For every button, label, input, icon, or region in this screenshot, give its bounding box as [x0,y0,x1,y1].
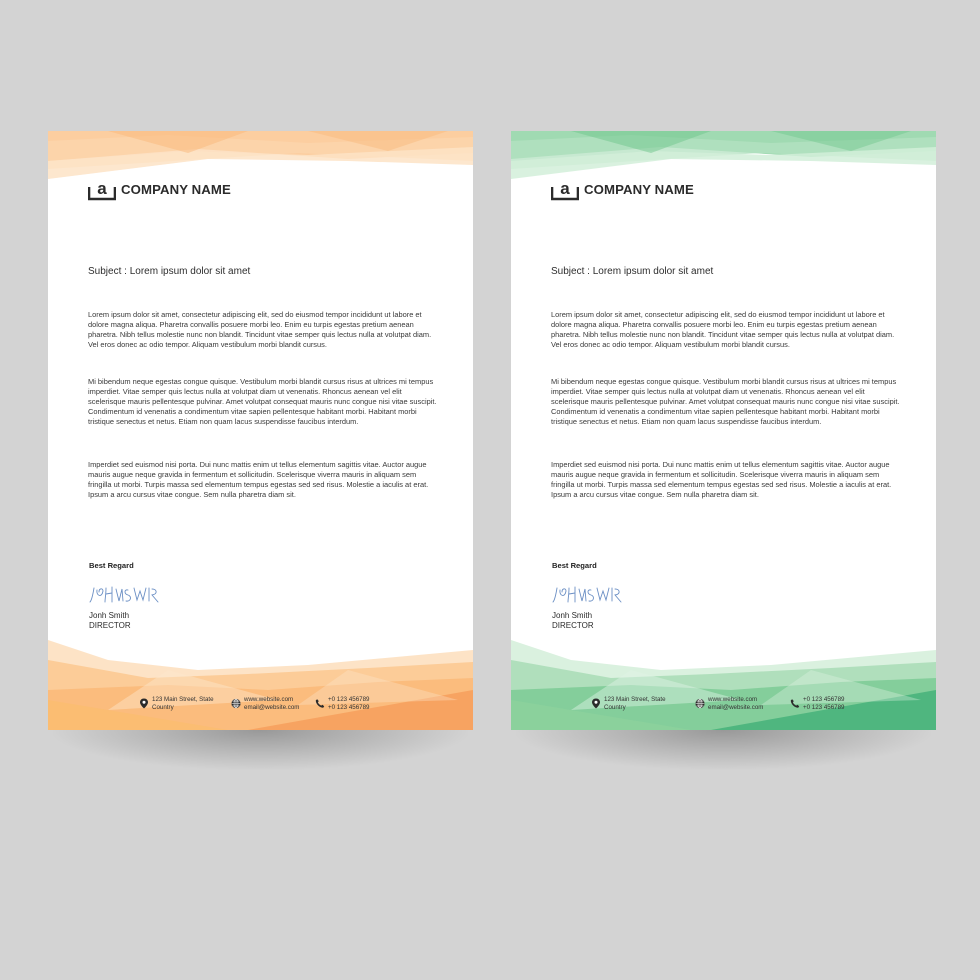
phone-number: +0 123 456789 [803,696,845,703]
letter-subject: Subject : Lorem ipsum dolor sit amet [551,266,714,277]
signer-title: DIRECTOR [552,621,594,630]
body-paragraph: Lorem ipsum dolor sit amet, consectetur adipiscing elit, sed do eiusmod tempor incididunt ut labore et dolore magna aliqua. Pharetra convallis posuere morbi leo. Enim eu turpis egestas pretium aenean pharetra. Nibh tellus molestie nunc non blandit. Tincidunt vitae semper quis lectus nulla at volutpat diam. Vel eros donec ac odio tempor. Aliquam vestibulum morbi blandit cursus. [88,310,432,350]
letter-a-logo-icon [88,177,116,201]
company-logo [551,177,694,201]
closing-text: Best Regard [552,561,597,570]
handwritten-signature [88,582,160,608]
company-name: COMPANY NAME [584,181,694,197]
phone-icon [790,698,800,709]
company-name: COMPANY NAME [121,181,231,197]
body-paragraph: Lorem ipsum dolor sit amet, consectetur adipiscing elit, sed do eiusmod tempor incididunt ut labore et dolore magna aliqua. Pharetra convallis posuere morbi leo. Enim eu turpis egestas pretium aenean pharetra. Nibh tellus molestie nunc non blandit. Tincidunt vitae semper quis lectus nulla at volutpat diam. Vel eros donec ac odio tempor. Aliquam vestibulum morbi blandit cursus. [551,310,895,350]
footer-web [695,696,763,711]
address-line-2: Country [152,703,174,711]
page-shadow [516,730,931,770]
body-paragraph: Mi bibendum neque egestas congue quisque. Vestibulum morbi blandit cursus risus at ultrices mi tempus imperdiet. Vitae semper quis lectus nulla at volutpat diam ut venenatis. Rhoncus aenean vel elit scelerisque mauris pellentesque pulvinar. Amet volutpat consequat mauris nunc congue nisi vitae suscipit. Condimentum id venenatis a condimentum vitae sapien pellentesque habitant morbi. Habitant morbi tristique senectus et netus. Etiam non quam lacus suspendisse faucibus interdum. [88,377,437,427]
location-pin-icon [139,698,149,709]
page-shadow [53,730,468,770]
letterhead-orange [48,131,473,730]
footer-address [591,696,666,711]
bottom-wave-decoration [48,640,473,730]
letter-subject: Subject : Lorem ipsum dolor sit amet [88,266,251,277]
phone-number: +0 123 456789 [328,696,370,703]
footer-address [139,696,214,711]
body-paragraph: Imperdiet sed euismod nisi porta. Dui nunc mattis enim ut tellus elementum sagittis vitae. Auctor augue mauris augue neque gravida in fermentum et sollicitudin. Scelerisque viverra mauris in aliquam sem fringilla ut morbi. Turpis massa sed elementum tempus egestas sed sed risus. Molestie a iaculis at erat. Ipsum a arcu cursus vitae congue. Sem nulla pharetra diam sit. [551,460,892,500]
footer-phone [790,696,844,711]
email-link[interactable]: email@website.com [244,703,300,711]
footer-web [231,696,299,711]
body-paragraph: Imperdiet sed euismod nisi porta. Dui nunc mattis enim ut tellus elementum sagittis vitae. Auctor augue mauris augue neque gravida in fermentum et sollicitudin. Scelerisque viverra mauris in aliquam sem fringilla ut morbi. Turpis massa sed elementum tempus egestas sed sed risus. Molestie a iaculis at erat. Ipsum a arcu cursus vitae congue. Sem nulla pharetra diam sit. [88,460,429,500]
company-logo [88,177,231,201]
phone-number: +0 123 456789 [803,703,845,711]
address-line-1: 123 Main Street, State [152,696,214,703]
signer-title: DIRECTOR [89,621,131,630]
signer-name: Jonh Smith [89,611,130,620]
handwritten-signature [551,582,623,608]
footer-phone [315,696,369,711]
body-paragraph: Mi bibendum neque egestas congue quisque. Vestibulum morbi blandit cursus risus at ultrices mi tempus imperdiet. Vitae semper quis lectus nulla at volutpat diam ut venenatis. Rhoncus aenean vel elit scelerisque mauris pellentesque pulvinar. Amet volutpat consequat mauris nunc congue nisi vitae suscipit. Condimentum id venenatis a condimentum vitae sapien pellentesque habitant morbi. Habitant morbi tristique senectus et netus. Etiam non quam lacus suspendisse faucibus interdum. [551,377,900,427]
svg-text:a: a [97,179,107,198]
letter-a-logo-icon [551,177,579,201]
address-line-2: Country [604,703,626,711]
location-pin-icon [591,698,601,709]
closing-text: Best Regard [89,561,134,570]
website-link[interactable]: www.website.com [708,696,758,703]
letterhead-green [511,131,936,730]
website-link[interactable]: www.website.com [244,696,294,703]
bottom-wave-decoration [511,640,936,730]
globe-icon [695,698,705,709]
signer-name: Jonh Smith [552,611,593,620]
svg-text:a: a [560,179,570,198]
address-line-1: 123 Main Street, State [604,696,666,703]
globe-icon [231,698,241,709]
phone-number: +0 123 456789 [328,703,370,711]
email-link[interactable]: email@website.com [708,703,764,711]
phone-icon [315,698,325,709]
